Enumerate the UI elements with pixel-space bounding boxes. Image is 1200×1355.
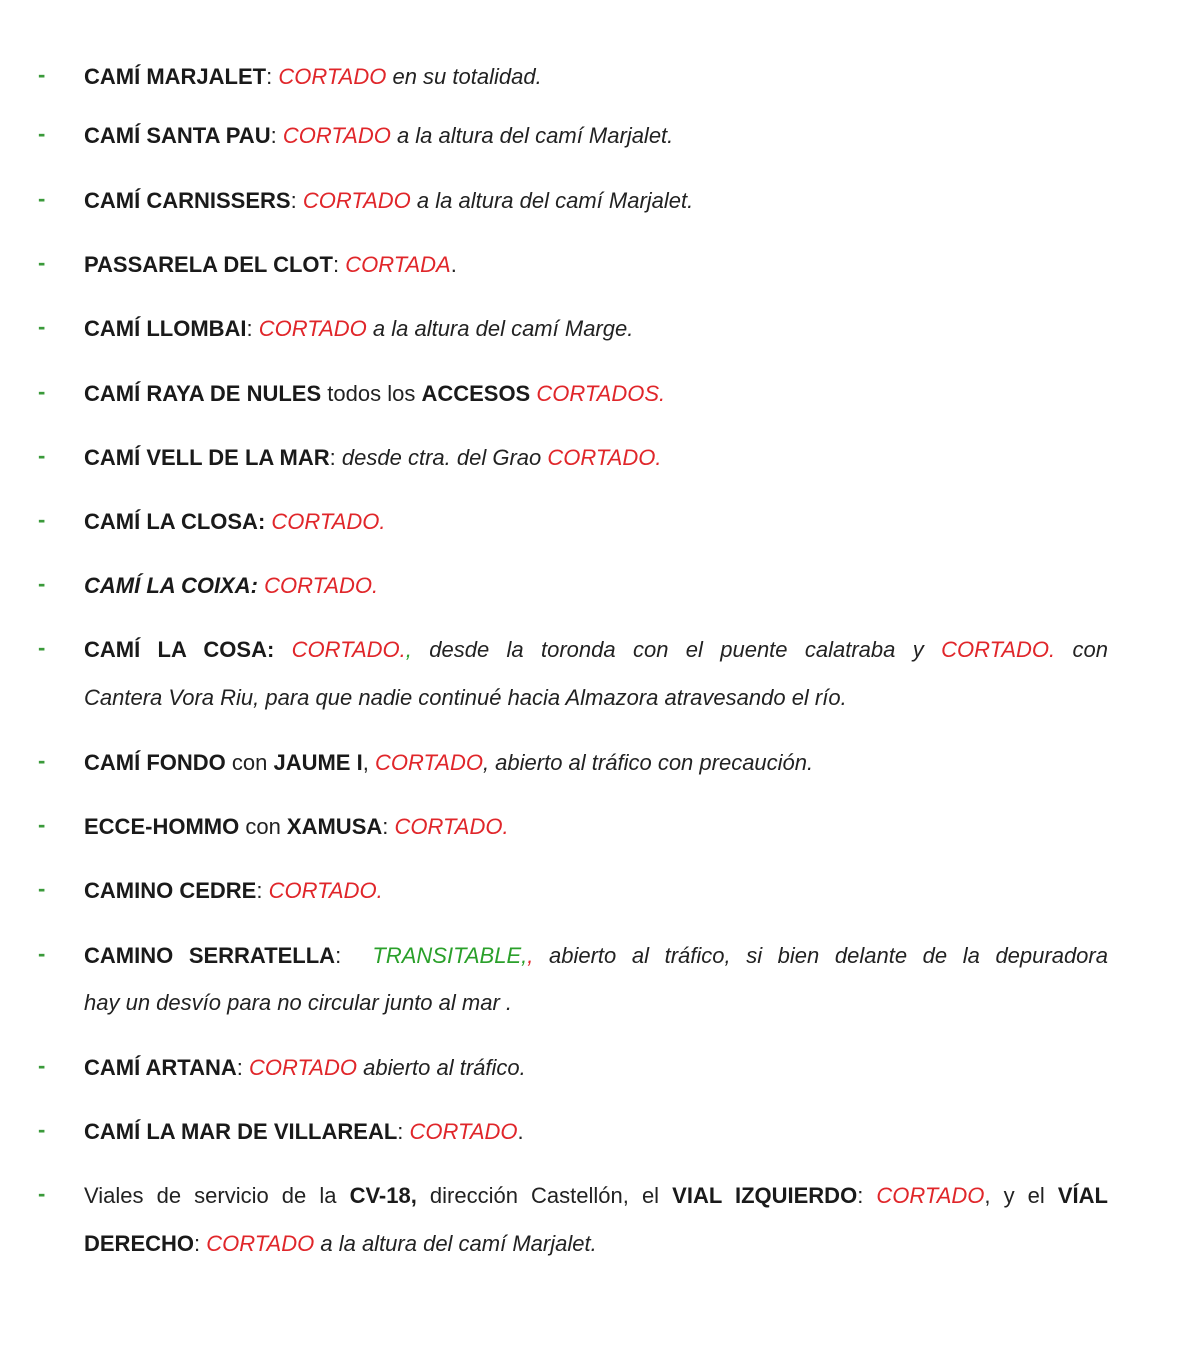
status-closed: CORTADO <box>876 1183 985 1208</box>
status-closed: CORTADO. <box>268 878 383 903</box>
item-line-continued <box>84 1229 1108 1259</box>
status-closed: CORTADO. <box>394 814 509 839</box>
road-name-3: VÍAL <box>1057 1183 1108 1208</box>
bullet-dash: - <box>38 443 46 468</box>
road-name: CAMÍ MARJALET <box>84 64 267 89</box>
item-line <box>84 812 1108 842</box>
bullet-dash: - <box>38 314 46 339</box>
road-name-2: XAMUSA <box>286 814 383 839</box>
item-line-continued: hay un desvío para no circular junto al mar . <box>84 990 513 1015</box>
status-suffix: , <box>527 943 534 968</box>
separator: : <box>246 316 253 341</box>
detail-text: abierto al tráfico, si bien delante de la depuradora <box>533 943 1108 968</box>
bullet-dash: - <box>38 812 46 837</box>
detail-text: en su totalidad. <box>386 64 542 89</box>
detail-text: a la altura del camí Marjalet. <box>410 188 694 213</box>
separator: : <box>266 64 273 89</box>
road-name: CAMINO SERRATELLA <box>84 943 336 968</box>
road-name-2: VIAL IZQUIERDO <box>672 1183 858 1208</box>
status-closed: CORTADA <box>345 252 451 277</box>
item-line <box>84 876 1108 906</box>
separator: : <box>290 188 297 213</box>
bullet-dash: - <box>38 186 46 211</box>
item-line <box>84 1181 1108 1211</box>
item-line <box>84 186 1108 216</box>
road-name: CAMÍ ARTANA <box>84 1055 237 1080</box>
detail-text-2: con <box>1055 637 1108 662</box>
status-closed-2: CORTADO. <box>941 637 1056 662</box>
item-line <box>84 62 1108 92</box>
connector-text: con <box>239 814 287 839</box>
status-closed: CORTADO. <box>291 637 406 662</box>
status-closed: CORTADO <box>249 1055 357 1080</box>
bullet-dash: - <box>38 1053 46 1078</box>
road-name: CAMÍ RAYA DE NULES <box>84 381 322 406</box>
bullet-dash: - <box>38 748 46 773</box>
bullet-dash: - <box>38 507 46 532</box>
separator: : <box>857 1183 864 1208</box>
bullet-dash: - <box>38 571 46 596</box>
item-line <box>84 443 1108 473</box>
status-closed: CORTADO <box>258 316 367 341</box>
detail-text: a la altura del camí Marjalet. <box>314 1231 597 1256</box>
bullet-dash: - <box>38 62 46 87</box>
status-suffix: , <box>405 637 412 662</box>
detail-text: , abierto al tráfico con precaución. <box>482 750 814 775</box>
status-closed: CORTADO <box>278 64 387 89</box>
separator: : <box>256 878 263 903</box>
separator: : <box>332 252 340 277</box>
separator: , <box>362 750 369 775</box>
connector-text: con <box>225 750 274 775</box>
status-closed: CORTADO <box>409 1119 518 1144</box>
item-line <box>84 571 1108 601</box>
separator: : <box>270 123 277 148</box>
bullet-dash: - <box>38 379 46 404</box>
item-line <box>84 379 1108 409</box>
bullet-dash: - <box>38 635 46 660</box>
separator: : <box>194 1231 201 1256</box>
status-closed: CORTADO <box>282 123 391 148</box>
item-line <box>84 941 1108 971</box>
item-line <box>84 314 1108 344</box>
detail-text: desde ctra. del Grao <box>335 445 548 470</box>
item-line <box>84 121 1108 151</box>
status-closed: CORTADOS. <box>536 381 666 406</box>
detail-text: , y el <box>984 1183 1058 1208</box>
detail-text: desde la toronda con el puente calatraba y <box>411 637 942 662</box>
road-name: CV-18, <box>349 1183 417 1208</box>
separator: : <box>236 1055 243 1080</box>
item-line-continued: Cantera Vora Riu, para que nadie continué hacia Almazora atravesando el río. <box>84 685 847 710</box>
road-name: ECCE-HOMMO <box>84 814 240 839</box>
road-name-2: JAUME I <box>273 750 363 775</box>
road-name: CAMÍ LA COIXA: <box>84 573 258 598</box>
bullet-dash: - <box>38 876 46 901</box>
road-name: CAMÍ FONDO <box>84 750 226 775</box>
road-name: DERECHO <box>84 1231 195 1256</box>
connector-text: todos los <box>321 381 422 406</box>
detail-text: a la altura del camí Marge. <box>366 316 634 341</box>
item-line <box>84 635 1108 665</box>
item-line <box>84 1117 1108 1147</box>
separator: : <box>335 943 342 968</box>
bullet-dash: - <box>38 121 46 146</box>
bullet-dash: - <box>38 1181 46 1206</box>
item-line <box>84 507 1108 537</box>
status-closed: CORTADO <box>206 1231 315 1256</box>
road-name: CAMÍ LA COSA: <box>84 637 275 662</box>
road-name: CAMINO CEDRE <box>84 878 257 903</box>
item-line <box>84 250 1108 280</box>
road-name: CAMÍ VELL DE LA MAR <box>84 445 330 470</box>
status-closed: CORTADO. <box>547 445 662 470</box>
bullet-dash: - <box>38 941 46 966</box>
intro-text: Viales de servicio de la <box>84 1183 350 1208</box>
road-name: PASSARELA DEL CLOT <box>84 252 333 277</box>
road-name: CAMÍ LA MAR DE VILLAREAL <box>84 1119 398 1144</box>
item-line <box>84 1053 1108 1083</box>
status-open: TRANSITABLE, <box>372 943 528 968</box>
road-name-2: ACCESOS <box>421 381 531 406</box>
separator: : <box>382 814 389 839</box>
detail-text: a la altura del camí Marjalet. <box>390 123 674 148</box>
bullet-dash: - <box>38 1117 46 1142</box>
separator: : <box>397 1119 404 1144</box>
road-name: CAMÍ LA CLOSA: <box>84 509 266 534</box>
status-closed: CORTADO. <box>271 509 386 534</box>
detail-text: abierto al tráfico. <box>357 1055 526 1080</box>
item-line <box>84 748 1108 778</box>
road-name: CAMÍ CARNISSERS <box>84 188 291 213</box>
road-name: CAMÍ SANTA PAU <box>84 123 271 148</box>
separator: : <box>329 445 336 470</box>
detail-text: . <box>517 1119 524 1144</box>
bullet-dash: - <box>38 250 46 275</box>
connector-text: dirección Castellón, el <box>416 1183 673 1208</box>
detail-text: . <box>450 252 457 277</box>
road-name: CAMÍ LLOMBAI <box>84 316 247 341</box>
status-closed: CORTADO. <box>264 573 379 598</box>
status-closed: CORTADO <box>374 750 483 775</box>
status-closed: CORTADO <box>302 188 411 213</box>
